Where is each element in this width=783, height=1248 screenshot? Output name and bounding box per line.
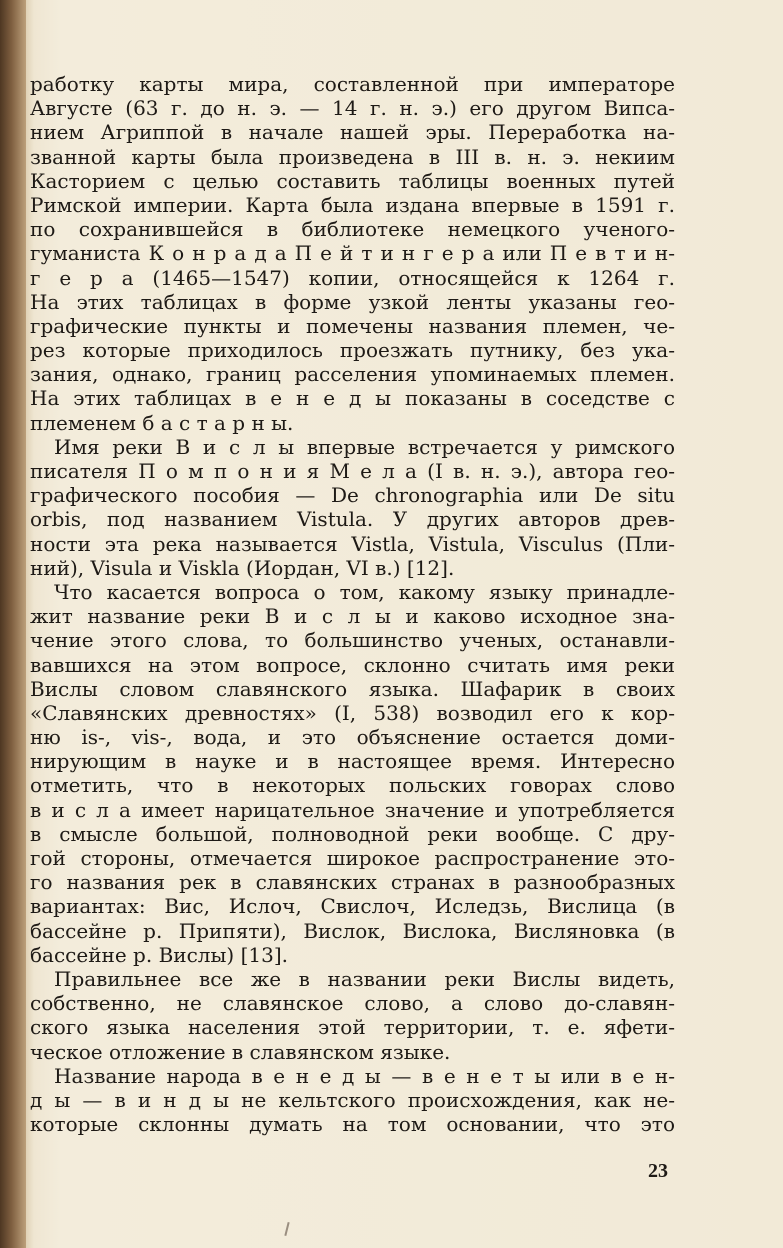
text-line: Римской империи. Карта была издана впервые в 1591 г. — [30, 192, 675, 217]
text-line: племенем б а с т а р н ы. — [30, 410, 294, 435]
text-line: бассейне р. Вислы) [13]. — [30, 942, 288, 967]
text-line: Августе (63 г. до н. э. — 14 г. н. э.) его другом Випса- — [30, 96, 675, 121]
text-line: чение этого слова, то большинство ученых, останавли- — [30, 628, 675, 653]
text-line: Касторием с целью составить таблицы военных путей — [30, 168, 675, 193]
text-line: работку карты мира, составленной при императоре — [30, 72, 675, 96]
text-line: ского языка населения этой территории, т. е. яфети- — [30, 1015, 675, 1040]
text-line: «Славянских древностях» (I, 538) возводил его к кор- — [30, 700, 675, 725]
text-line: графического пособия — De chronographia или De situ — [30, 483, 675, 508]
body-text — [30, 72, 675, 1136]
text-line: собственно, не славянское слово, а слово до-славян- — [30, 991, 675, 1016]
text-line: На этих таблицах в е н е д ы показаны в соседстве с — [30, 386, 675, 411]
text-line: д ы — в и н д ы не кельтского происхождения, как не- — [30, 1087, 675, 1112]
text-line: которые склонны думать на том основании, что это — [30, 1112, 675, 1137]
text-line: ний), Visula и Viskla (Иордан, VI в.) [12]. — [30, 555, 455, 580]
text-line: жит название реки В и с л ы и каково исходное зна- — [30, 604, 675, 629]
text-line: orbis, под названием Vistula. У других авторов древ- — [30, 507, 675, 532]
text-line: Что касается вопроса о том, какому языку принадле- — [54, 579, 675, 604]
text-line: вавшихся на этом вопросе, склонно считать имя реки — [30, 652, 675, 677]
text-line: Имя реки В и с л ы впервые встречается у римского — [54, 434, 675, 459]
text-line: гой стороны, отмечается широкое распространение это- — [30, 846, 675, 870]
text-line: писателя П о м п о н и я М е л а (I в. н. э.), автора гео- — [30, 459, 675, 483]
text-line: вариантах: Вис, Ислоч, Свислоч, Иследзь, Вислица (в — [30, 894, 675, 919]
text-line: го названия рек в славянских странах в разнообразных — [30, 870, 675, 895]
text-line: Название народа в е н е д ы — в е н е т ы или в е н- — [54, 1063, 675, 1088]
pencil-mark — [284, 1222, 289, 1236]
text-line: в и с л а имеет нарицательное значение и употребляется — [30, 797, 675, 822]
text-line: званной карты была произведена в III в. н. э. некиим — [30, 144, 675, 169]
text-line: отметить, что в некоторых польских говорах слово — [30, 773, 675, 798]
text-line: в смысле большой, полноводной реки вообще. С дру- — [30, 821, 675, 846]
text-line: Правильнее все же в названии реки Вислы видеть, — [54, 966, 675, 991]
text-line: На этих таблицах в форме узкой ленты указаны гео- — [30, 289, 675, 314]
text-line: г е р а (1465—1547) копии, относящейся к 1264 г. — [30, 265, 675, 290]
text-line: ности эта река называется Vistla, Vistula, Visculus (Пли- — [30, 531, 675, 556]
text-line: нирующим в науке и в настоящее время. Интересно — [30, 749, 675, 774]
book-binding-edge — [0, 0, 26, 1248]
text-line: графические пункты и помечены названия племен, че- — [30, 313, 675, 338]
text-line: ню is-, vis-, вода, и это объяснение остается доми- — [30, 725, 675, 750]
text-line: нием Агриппой в начале нашей эры. Переработка на- — [30, 120, 675, 145]
text-line: рез которые приходилось проезжать путнику, без ука- — [30, 338, 675, 363]
text-line: бассейне р. Припяти), Вислок, Вислока, Висляновка (в — [30, 918, 675, 943]
page-number: 23 — [648, 1160, 668, 1182]
text-line: Вислы словом славянского языка. Шафарик в своих — [30, 676, 675, 701]
text-line: зания, однако, границ расселения упоминаемых племен. — [30, 362, 675, 387]
text-line: по сохранившейся в библиотеке немецкого ученого- — [30, 217, 675, 242]
text-line: гуманиста К о н р а д а П е й т и н г е р а или П е в т и н- — [30, 241, 675, 266]
text-line: ческое отложение в славянском языке. — [30, 1039, 451, 1064]
